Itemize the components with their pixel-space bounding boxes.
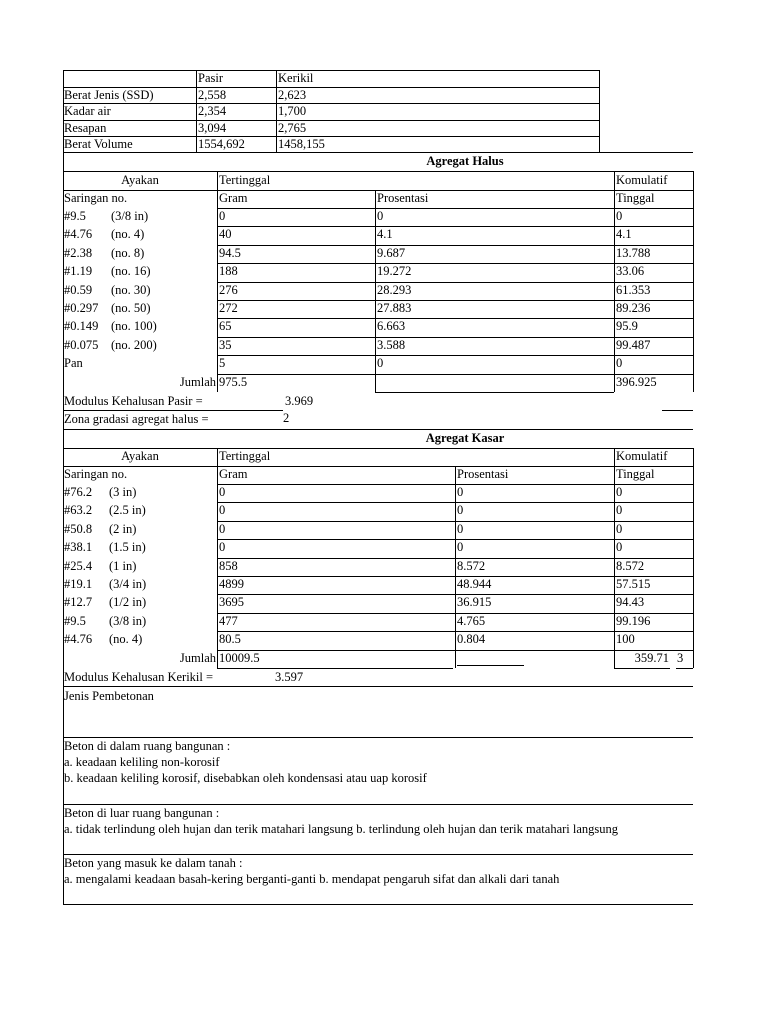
fine-grid-line [217,171,218,392]
fine-header-prosentasi: Prosentasi [377,191,429,205]
fine-sieve-no: #2.38 [64,245,93,260]
summary-cell-pasir: 3,094 [198,121,227,135]
summary-row-label: Berat Volume [64,137,133,151]
fine-jumlah-label: Jumlah [179,374,216,389]
coarse-section-title: Agregat Kasar [425,431,505,445]
fine-cell-gram: 35 [219,337,232,352]
fine-grid-line [693,171,694,392]
fine-cell-pct: 4.1 [377,227,393,242]
fine-cell-gram: 0 [219,209,226,223]
coarse-sieve-no: #9.5 [64,613,86,628]
fine-cell-pct: 28.293 [377,282,412,297]
fine-sieve-size: (no. 200) [111,337,157,352]
fine-sieve-no: Pan [64,356,83,371]
summary-row-label: Kadar air [64,104,111,118]
fine-jumlah-cum: 396.925 [616,374,657,389]
coarse-grid-line [217,448,218,668]
coarse-sieve-no: #12.7 [64,595,93,610]
fine-cell-gram: 65 [219,319,232,334]
fine-sieve-no: #1.19 [64,264,93,279]
fine-cell-pct: 6.663 [377,319,406,334]
summary-cell-kerikil: 1,700 [278,104,307,118]
fine-modulus-label: Modulus Kehalusan Pasir = [64,394,203,408]
coarse-jumlah-label: Jumlah [179,650,216,665]
fine-cell-pct: 27.883 [377,301,412,315]
summary-header-kerikil: Kerikil [278,71,314,85]
coarse-header-komulatif: Komulatif [616,449,668,463]
fine-zona-label: Zona gradasi agregat halus = [64,412,209,426]
coarse-cell-gram: 80.5 [219,632,241,647]
fine-cell-cum: 13.788 [616,245,651,260]
fine-cell-cum: 61.353 [616,282,651,297]
coarse-grid-line [614,668,670,669]
fine-sieve-no: #4.76 [64,227,93,242]
coarse-cell-pct: 0.804 [457,632,486,647]
coarse-header-ayakan: Ayakan [121,449,159,463]
fine-cell-gram: 40 [219,227,232,242]
coarse-sieve-no: #50.8 [64,521,93,536]
coarse-cell-cum: 0 [616,485,623,499]
coarse-sieve-size: (1/2 in) [109,595,147,610]
pembetonan-outside-text: a. tidak terlindung oleh hujan dan terik matahari langsung b. terlindung oleh hujan dan terik matahari langsung [64,822,619,836]
fine-cell-gram: 272 [219,301,238,315]
fine-grid-line [375,190,376,392]
coarse-modulus-value: 3.597 [275,670,304,684]
coarse-grid-line [457,665,524,666]
summary-grid-line [63,136,599,137]
fine-cell-pct: 0 [377,209,384,223]
coarse-header-saringan: Saringan no. [64,467,128,481]
coarse-cell-gram: 3695 [219,595,244,610]
coarse-sieve-no: #38.1 [64,540,93,555]
fine-section-title: Agregat Halus [426,154,504,168]
coarse-cell-pct: 0 [457,503,464,518]
pembetonan-inside-a: a. keadaan keliling non-korosif [64,755,220,769]
coarse-grid-line [217,668,453,669]
fine-header-gram: Gram [219,191,248,205]
pembetonan-ground-title: Beton yang masuk ke dalam tanah : [64,856,243,870]
fine-cell-cum: 0 [616,209,623,223]
fine-header-tinggal: Tinggal [616,191,655,205]
summary-row-label: Berat Jenis (SSD) [64,88,154,102]
coarse-header-prosentasi: Prosentasi [457,467,509,481]
coarse-jumlah-extra: 3 [677,650,684,665]
coarse-grid-line [63,466,693,467]
coarse-sieve-no: #76.2 [64,485,93,499]
fine-cell-gram: 5 [219,356,226,371]
coarse-sieve-no: #25.4 [64,558,93,573]
fine-sieve-no: #0.149 [64,319,99,334]
fine-cell-gram: 94.5 [219,245,241,260]
coarse-cell-cum: 0 [616,521,623,536]
summary-grid-line [63,103,599,104]
fine-jumlah-gram: 975.5 [219,374,248,389]
coarse-cell-pct: 36.915 [457,595,492,610]
coarse-sieve-size: (2.5 in) [109,503,146,518]
coarse-cell-gram: 858 [219,558,238,573]
summary-grid-line [599,70,600,152]
coarse-cell-pct: 48.944 [457,577,492,591]
coarse-grid-line [455,466,456,668]
fine-cell-pct: 9.687 [377,245,406,260]
fine-sieve-size: (no. 50) [111,301,151,315]
fine-cell-pct: 0 [377,356,384,371]
fine-sieve-no: #0.075 [64,337,99,352]
coarse-header-tinggal: Tinggal [616,467,655,481]
coarse-sieve-size: (1.5 in) [109,540,146,555]
fine-sieve-no: #0.297 [64,301,99,315]
fine-grid-line [662,410,693,411]
fine-sieve-size: (no. 100) [111,319,157,334]
coarse-cell-cum: 8.572 [616,558,645,573]
coarse-jumlah-gram: 10009.5 [219,650,260,665]
coarse-cell-cum: 0 [616,540,623,555]
fine-cell-gram: 188 [219,264,238,279]
fine-grid-line [63,152,64,430]
coarse-cell-pct: 0 [457,521,464,536]
fine-sieve-size: (no. 8) [111,245,145,260]
coarse-cell-cum: 100 [616,632,635,647]
fine-grid-line [614,171,615,392]
fine-cell-cum: 33.06 [616,264,645,279]
pembetonan-outside-title: Beton di luar ruang bangunan : [64,806,220,820]
fine-sieve-size: (no. 30) [111,282,151,297]
fine-cell-cum: 4.1 [616,227,632,242]
coarse-cell-gram: 477 [219,613,238,628]
summary-cell-kerikil: 2,623 [278,88,307,102]
fine-cell-cum: 99.487 [616,337,651,352]
summary-cell-pasir: 1554,692 [198,137,245,151]
coarse-grid-line [614,448,615,668]
coarse-jumlah-cum: 359.71 [634,650,669,665]
fine-cell-cum: 95.9 [616,319,638,334]
fine-header-tertinggal: Tertinggal [219,173,271,187]
pembetonan-inside-b: b. keadaan keliling korosif, disebabkan oleh kondensasi atau uap korosif [64,771,427,785]
fine-cell-cum: 0 [616,356,623,371]
coarse-cell-gram: 0 [219,540,226,555]
pembetonan-grid-line [63,904,693,905]
coarse-cell-pct: 0 [457,540,464,555]
coarse-cell-cum: 99.196 [616,613,651,628]
fine-header-komulatif: Komulatif [616,173,668,187]
pembetonan-ground-text: a. mengalami keadaan basah-kering berganti-ganti b. mendapat pengaruh sifat dan alkali dari tanah [64,872,560,886]
fine-sieve-size: (no. 4) [111,227,145,242]
coarse-sieve-no: #4.76 [64,632,93,647]
fine-zona-value: 2 [283,411,290,425]
coarse-cell-pct: 4.765 [457,613,486,628]
fine-header-ayakan: Ayakan [121,173,159,187]
summary-row-label: Resapan [64,121,107,135]
pembetonan-title: Jenis Pembetonan [64,689,154,703]
coarse-modulus-label: Modulus Kehalusan Kerikil = [64,670,214,684]
summary-grid-line [276,70,277,152]
coarse-cell-gram: 0 [219,521,226,536]
fine-cell-gram: 276 [219,282,238,297]
coarse-grid-line [676,668,693,669]
summary-grid-line [63,120,599,121]
fine-cell-pct: 3.588 [377,337,406,352]
fine-sieve-no: #9.5 [64,209,86,223]
coarse-sieve-size: (no. 4) [109,632,143,647]
fine-header-saringan: Saringan no. [64,191,128,205]
coarse-sieve-size: (3/4 in) [109,577,147,591]
fine-sieve-size: (no. 16) [111,264,151,279]
coarse-sieve-size: (3 in) [109,485,137,499]
coarse-cell-pct: 0 [457,485,464,499]
fine-modulus-value: 3.969 [285,394,314,408]
coarse-cell-cum: 94.43 [616,595,645,610]
coarse-cell-cum: 0 [616,503,623,518]
coarse-grid-line [693,448,694,668]
coarse-cell-pct: 8.572 [457,558,486,573]
summary-cell-pasir: 2,354 [198,104,227,118]
summary-grid-line [196,70,197,152]
pembetonan-inside-title: Beton di dalam ruang bangunan : [64,739,231,753]
coarse-cell-gram: 4899 [219,577,244,591]
summary-cell-kerikil: 1458,155 [278,137,325,151]
coarse-sieve-size: (1 in) [109,558,137,573]
coarse-sieve-size: (3/8 in) [109,613,147,628]
fine-cell-pct: 19.272 [377,264,412,279]
summary-cell-kerikil: 2,765 [278,121,307,135]
coarse-sieve-size: (2 in) [109,521,137,536]
pembetonan-grid-line [63,686,693,687]
fine-grid-line [375,392,614,393]
fine-cell-cum: 89.236 [616,301,651,315]
summary-grid-line [63,70,599,71]
coarse-sieve-no: #63.2 [64,503,93,518]
coarse-cell-gram: 0 [219,503,226,518]
coarse-header-gram: Gram [219,467,248,481]
coarse-sieve-no: #19.1 [64,577,93,591]
coarse-cell-gram: 0 [219,485,226,499]
coarse-cell-cum: 57.515 [616,577,651,591]
summary-cell-pasir: 2,558 [198,88,227,102]
fine-sieve-no: #0.59 [64,282,93,297]
fine-sieve-size: (3/8 in) [111,209,149,223]
coarse-header-tertinggal: Tertinggal [219,449,271,463]
summary-header-pasir: Pasir [198,71,223,85]
